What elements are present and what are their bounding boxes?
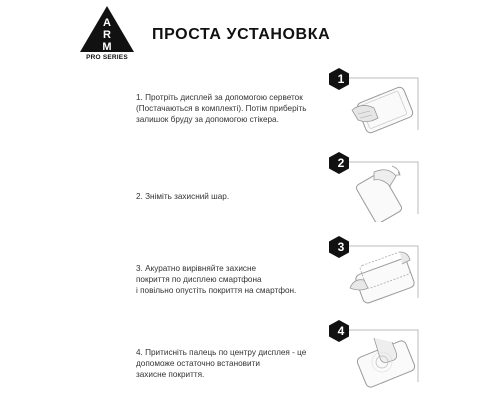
logo-letter-m: M — [102, 41, 112, 53]
step-4-line-2: допоможе остаточно встановити — [136, 359, 260, 368]
step-2-text — [136, 191, 326, 202]
step-1-line-2: (Постачаються в комплекті). Потім приберіть — [136, 104, 307, 113]
step-3-line-2: покриття по дисплею смартфона — [136, 275, 262, 284]
step-1-panel — [330, 68, 420, 138]
logo-letter-r: R — [103, 29, 111, 41]
step-4-panel — [330, 320, 420, 390]
logo-subtitle: PRO SERIES — [86, 54, 128, 61]
step-1-text — [136, 92, 326, 125]
step-4-line-3: захисне покриття. — [136, 370, 205, 379]
step-3-line-3: і повільно опустіть покриття на смартфон. — [136, 286, 297, 295]
step-3-number: 3 — [337, 240, 345, 254]
step-3-line-1: 3. Акуратно вирівняйте захисне — [136, 264, 257, 273]
step-1-number: 1 — [337, 72, 345, 86]
arm-logo — [76, 4, 138, 64]
page-title: ПРОСТА УСТАНОВКА — [152, 26, 331, 43]
step-4-number: 4 — [337, 324, 345, 338]
step-3-panel — [330, 236, 420, 306]
step-2-panel — [330, 152, 420, 222]
step-2-line-1: 2. Зніміть захисний шар. — [136, 192, 230, 201]
step-1-line-3: залишок бруду за допомогою стікера. — [136, 115, 279, 124]
step-2-number: 2 — [337, 156, 345, 170]
step-4-text — [136, 347, 326, 380]
step-3-text — [136, 263, 326, 296]
logo-letter-a: A — [103, 17, 111, 29]
step-4-line-1: 4. Притисніть палець по центру дисплея - це — [136, 348, 307, 357]
step-1-line-1: 1. Протріть дисплей за допомогою серветок — [136, 93, 303, 102]
logo-triangle-icon — [76, 4, 138, 54]
